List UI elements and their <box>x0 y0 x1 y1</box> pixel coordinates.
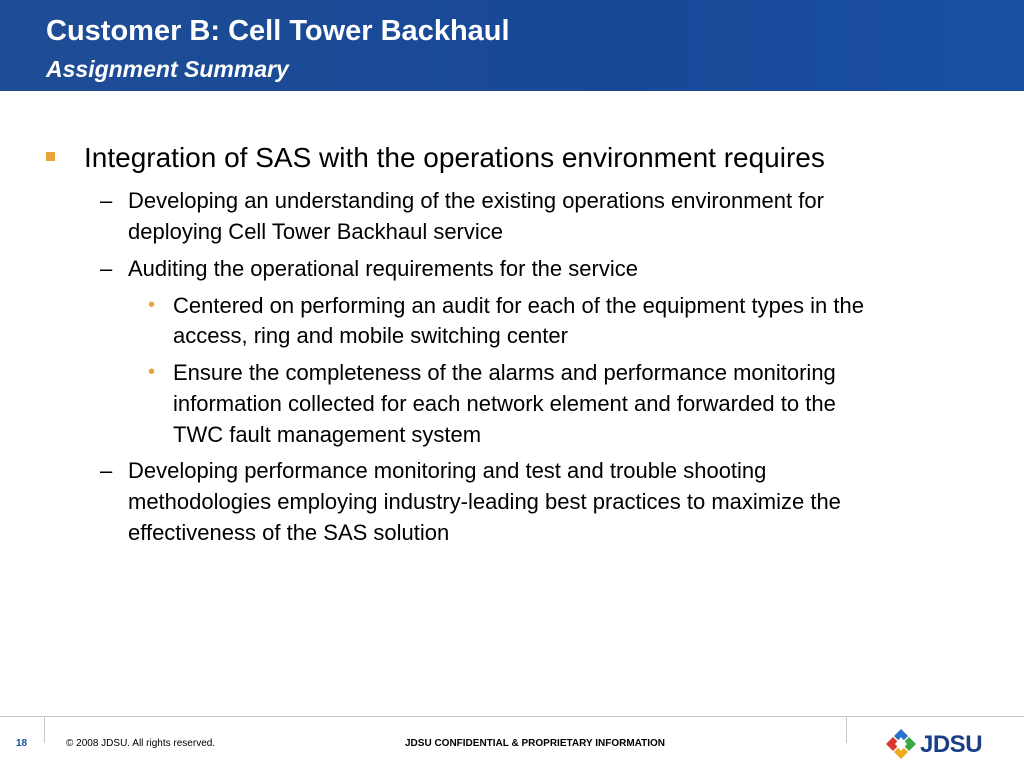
sub-sub-bullet-ensure-line1: Ensure the completeness of the alarms and performance monitoring <box>173 360 836 385</box>
confidential-text: JDSU CONFIDENTIAL & PROPRIETARY INFORMATION <box>405 738 666 749</box>
sub-bullet-developing-line2: methodologies employing industry-leading best practices to maximize the <box>128 489 841 514</box>
footer-separator <box>846 717 847 743</box>
dash-bullet-icon: – <box>100 256 113 281</box>
sub-bullet-developing-line1: Developing performance monitoring and test and trouble shooting <box>128 458 767 483</box>
jdsu-logo <box>884 728 984 760</box>
sub-sub-bullet-ensure-line2: information collected for each network element and forwarded to the <box>173 391 836 416</box>
slide-header <box>0 0 1024 91</box>
sub-bullet-developing-line3: effectiveness of the SAS solution <box>128 520 450 545</box>
jdsu-logo-icon <box>884 728 918 760</box>
dash-bullet-icon: – <box>100 188 113 213</box>
square-bullet-icon <box>46 152 55 161</box>
sub-sub-bullet-centered-line2: access, ring and mobile switching center <box>173 323 568 348</box>
copyright-text: © 2008 JDSU. All rights reserved. <box>66 738 216 749</box>
dash-bullet-icon: – <box>100 458 113 483</box>
sub-sub-bullet-ensure-line3: TWC fault management system <box>173 422 482 447</box>
dot-bullet-icon: • <box>148 361 156 383</box>
sub-bullet-auditing: Auditing the operational requirements for the service <box>128 256 638 281</box>
sub-sub-bullet-centered-line1: Centered on performing an audit for each of the equipment types in the <box>173 293 864 318</box>
page-number: 18 <box>16 738 28 749</box>
logo-text: JDSU <box>920 731 983 758</box>
slide-title: Customer B: Cell Tower Backhaul <box>46 15 510 47</box>
dot-bullet-icon: • <box>148 294 156 316</box>
bullet-integration: Integration of SAS with the operations environment requires <box>84 142 825 173</box>
footer-separator <box>44 717 45 743</box>
sub-bullet-understanding-line1: Developing an understanding of the existing operations environment for <box>128 188 824 213</box>
slide-subtitle: Assignment Summary <box>46 56 289 82</box>
sub-bullet-understanding-line2: deploying Cell Tower Backhaul service <box>128 219 504 244</box>
footer-divider <box>0 716 1024 717</box>
